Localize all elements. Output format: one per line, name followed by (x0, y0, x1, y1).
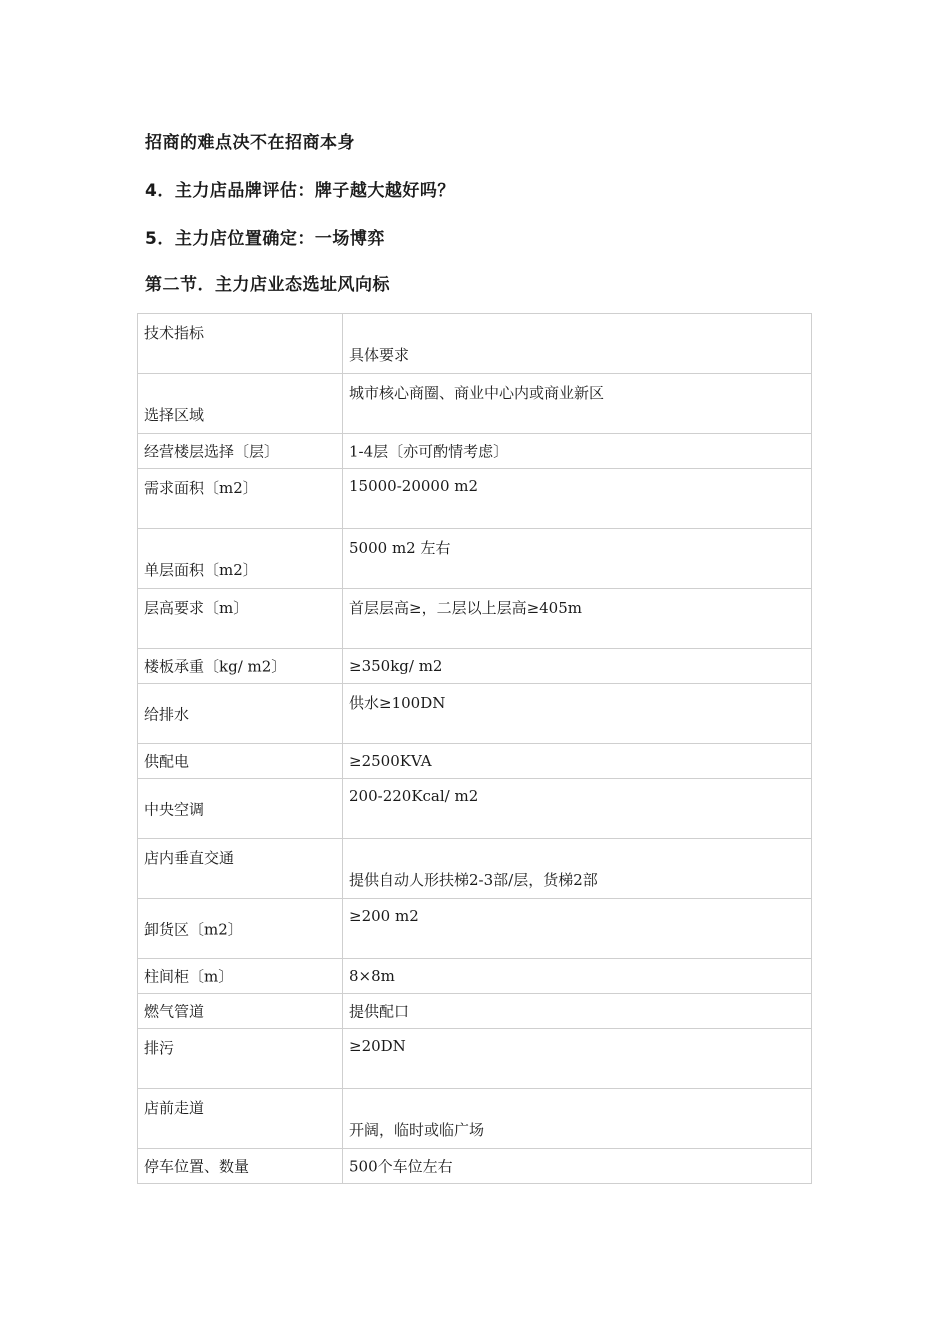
label-cell: 选择区域 (138, 374, 343, 434)
label-cell: 中央空调 (138, 779, 343, 839)
value-cell: 8×8m (343, 959, 812, 994)
label-cell: 店前走道 (138, 1089, 343, 1149)
table-row (138, 994, 812, 1029)
label-cell: 柱间柜〔m〕 (138, 959, 343, 994)
label-cell: 停车位置、数量 (138, 1149, 343, 1184)
label-cell: 卸货区〔m2〕 (138, 899, 343, 959)
value-cell: 500个车位左右 (343, 1149, 812, 1184)
value-cell: 首层层高≥，二层以上层高≥405m (343, 589, 812, 649)
label-cell: 需求面积〔m2〕 (138, 469, 343, 529)
table-row (138, 374, 812, 434)
label-cell: 燃气管道 (138, 994, 343, 1029)
value-cell: 提供自动人形扶梯2-3部/层，货梯2部 (343, 839, 812, 899)
table-row (138, 1029, 812, 1089)
value-cell: 200-220Kcal/ m2 (343, 779, 812, 839)
header-cell: 技术指标 (138, 314, 343, 374)
table-row (138, 959, 812, 994)
table-header-row (138, 314, 812, 374)
label-cell: 供配电 (138, 744, 343, 779)
table-row (138, 589, 812, 649)
value-cell: 供水≥100DN (343, 684, 812, 744)
value-cell: 1-4层〔亦可酌情考虑〕 (343, 434, 812, 469)
table-row (138, 469, 812, 529)
table-row (138, 744, 812, 779)
section-heading: 4．主力店品牌评估：牌子越大越好吗？ (145, 181, 455, 201)
section-heading: 招商的难点决不在招商本身 (145, 133, 355, 153)
label-cell: 店内垂直交通 (138, 839, 343, 899)
table-row (138, 684, 812, 744)
table-row (138, 839, 812, 899)
section-heading: 5．主力店位置确定：一场博弈 (145, 229, 385, 249)
value-cell: 提供配口 (343, 994, 812, 1029)
label-cell: 层高要求〔m〕 (138, 589, 343, 649)
table-row (138, 434, 812, 469)
table-row (138, 899, 812, 959)
label-cell: 经营楼层选择〔层〕 (138, 434, 343, 469)
table-row (138, 1149, 812, 1184)
spec-table (137, 313, 812, 1184)
value-cell: 15000-20000 m2 (343, 469, 812, 529)
label-cell: 排污 (138, 1029, 343, 1089)
section-heading: 第二节．主力店业态选址风向标 (145, 275, 390, 295)
value-cell: 城市核心商圈、商业中心内或商业新区 (343, 374, 812, 434)
value-cell: ≥350kg/ m2 (343, 649, 812, 684)
header-cell: 具体要求 (343, 314, 812, 374)
table-row (138, 779, 812, 839)
value-cell: ≥2500KVA (343, 744, 812, 779)
label-cell: 单层面积〔m2〕 (138, 529, 343, 589)
value-cell: ≥200 m2 (343, 899, 812, 959)
table-row (138, 1089, 812, 1149)
value-cell: 开阔，临时或临广场 (343, 1089, 812, 1149)
table-row (138, 529, 812, 589)
label-cell: 给排水 (138, 684, 343, 744)
value-cell: 5000 m2 左右 (343, 529, 812, 589)
value-cell: ≥20DN (343, 1029, 812, 1089)
table-row (138, 649, 812, 684)
label-cell: 楼板承重〔kg/ m2〕 (138, 649, 343, 684)
